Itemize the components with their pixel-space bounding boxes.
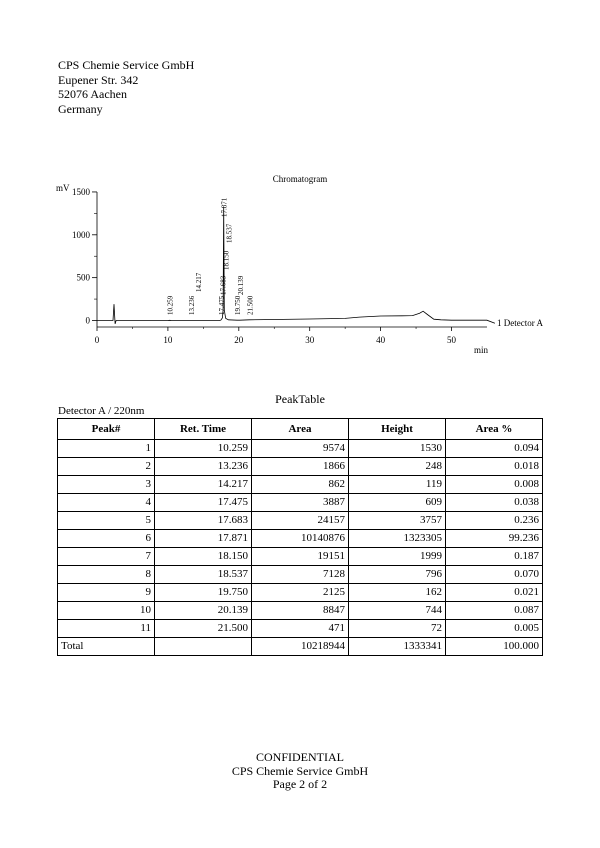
area: 1866 xyxy=(252,458,349,476)
retention-time: 17.683 xyxy=(155,512,252,530)
height: 1999 xyxy=(349,548,446,566)
table-row xyxy=(58,584,543,602)
total-cell xyxy=(155,638,252,656)
peak-number: 10 xyxy=(58,602,155,620)
area: 8847 xyxy=(252,602,349,620)
table-row xyxy=(58,476,543,494)
company-address xyxy=(58,58,194,116)
height: 609 xyxy=(349,494,446,512)
col-header: Area xyxy=(252,419,349,440)
y-tick-label: 1500 xyxy=(72,186,90,197)
retention-time: 17.475 xyxy=(155,494,252,512)
peak-label: 21.500 xyxy=(246,295,255,315)
x-tick-label: 10 xyxy=(163,335,173,345)
x-axis-label: min xyxy=(473,345,489,355)
peak-label: 19.750 xyxy=(234,295,243,315)
confidential-label: CONFIDENTIAL xyxy=(256,750,344,764)
peak-label: 13.236 xyxy=(187,295,196,315)
area: 862 xyxy=(252,476,349,494)
peak-table-title: PeakTable xyxy=(275,392,325,406)
peak-label: 18.150 xyxy=(222,250,231,270)
detector-a-trace xyxy=(97,207,495,324)
series-label: 1 Detector A xyxy=(497,318,543,328)
height: 119 xyxy=(349,476,446,494)
area: 3887 xyxy=(252,494,349,512)
street: Eupener Str. 342 xyxy=(58,72,139,87)
peak-number: 4 xyxy=(58,494,155,512)
peak-label: 18.537 xyxy=(225,223,234,243)
area-percent: 0.236 xyxy=(446,512,543,530)
retention-time: 18.537 xyxy=(155,566,252,584)
area: 24157 xyxy=(252,512,349,530)
y-tick-label: 0 xyxy=(85,315,90,326)
area: 7128 xyxy=(252,566,349,584)
retention-time: 18.150 xyxy=(155,548,252,566)
col-header: Ret. Time xyxy=(155,419,252,440)
area: 9574 xyxy=(252,440,349,458)
table-row xyxy=(58,602,543,620)
x-tick-label: 30 xyxy=(305,335,315,345)
peak-number: 3 xyxy=(58,476,155,494)
retention-time: 20.139 xyxy=(155,602,252,620)
page-number: Page 2 of 2 xyxy=(272,777,328,791)
table-row xyxy=(58,620,543,638)
col-header: Area % xyxy=(446,419,543,440)
chromatogram-chart xyxy=(0,165,600,365)
total-label: Total xyxy=(58,638,155,656)
x-tick-label: 50 xyxy=(447,335,456,345)
peak-label: 20.139 xyxy=(236,275,245,295)
height: 248 xyxy=(349,458,446,476)
table-row xyxy=(58,494,543,512)
height: 1530 xyxy=(349,440,446,458)
area-percent: 0.008 xyxy=(446,476,543,494)
table-row xyxy=(58,548,543,566)
peak-number: 7 xyxy=(58,548,155,566)
retention-time: 21.500 xyxy=(155,620,252,638)
area-percent: 99.236 xyxy=(446,530,543,548)
peak-number: 11 xyxy=(58,620,155,638)
y-axis-label: mV xyxy=(56,183,70,193)
peak-table-header xyxy=(58,419,543,440)
peak-table xyxy=(57,418,543,656)
peak-label: 14.217 xyxy=(194,272,203,292)
peak-label: 10.259 xyxy=(166,295,175,315)
footer-company: CPS Chemie Service GmbH xyxy=(231,763,369,778)
col-header: Height xyxy=(349,419,446,440)
height: 744 xyxy=(349,602,446,620)
height: 162 xyxy=(349,584,446,602)
detector-label: Detector A / 220nm xyxy=(58,405,145,417)
company-name: CPS Chemie Service GmbH xyxy=(58,58,195,72)
total-area-percent: 100.000 xyxy=(446,638,543,656)
x-tick-label: 0 xyxy=(94,335,100,345)
peak-number: 9 xyxy=(58,584,155,602)
y-tick-label: 500 xyxy=(76,272,90,283)
peak-number: 2 xyxy=(58,458,155,476)
table-row xyxy=(58,512,543,530)
peak-number: 6 xyxy=(58,530,155,548)
area-percent: 0.094 xyxy=(446,440,543,458)
total-area: 10218944 xyxy=(252,638,349,656)
y-tick-label: 1000 xyxy=(72,229,90,240)
x-tick-label: 40 xyxy=(376,335,386,345)
area: 471 xyxy=(252,620,349,638)
peak-label: 17.871 xyxy=(220,197,229,217)
retention-time: 10.259 xyxy=(155,440,252,458)
area-percent: 0.087 xyxy=(446,602,543,620)
area-percent: 0.038 xyxy=(446,494,543,512)
height: 3757 xyxy=(349,512,446,530)
total-height: 1333341 xyxy=(349,638,446,656)
peak-number: 8 xyxy=(58,566,155,584)
height: 796 xyxy=(349,566,446,584)
peak-label: 17.475 xyxy=(217,295,226,315)
table-row xyxy=(58,440,543,458)
area: 19151 xyxy=(252,548,349,566)
retention-time: 14.217 xyxy=(155,476,252,494)
city: 52076 Aachen xyxy=(58,87,127,101)
peak-number: 5 xyxy=(58,512,155,530)
table-row xyxy=(58,458,543,476)
page-footer xyxy=(0,751,600,792)
area: 2125 xyxy=(252,584,349,602)
total-row xyxy=(58,638,543,656)
chart-title: Chromatogram xyxy=(272,174,328,184)
area-percent: 0.187 xyxy=(446,548,543,566)
height: 1323305 xyxy=(349,530,446,548)
peak-number: 1 xyxy=(58,440,155,458)
x-tick-label: 20 xyxy=(234,335,244,345)
retention-time: 13.236 xyxy=(155,458,252,476)
area: 10140876 xyxy=(252,530,349,548)
peak-label: 17.683 xyxy=(219,275,228,295)
table-row xyxy=(58,566,543,584)
area-percent: 0.070 xyxy=(446,566,543,584)
height: 72 xyxy=(349,620,446,638)
area-percent: 0.005 xyxy=(446,620,543,638)
col-header: Peak# xyxy=(58,419,155,440)
retention-time: 19.750 xyxy=(155,584,252,602)
area-percent: 0.021 xyxy=(446,584,543,602)
area-percent: 0.018 xyxy=(446,458,543,476)
retention-time: 17.871 xyxy=(155,530,252,548)
country: Germany xyxy=(58,101,103,116)
table-row xyxy=(58,530,543,548)
